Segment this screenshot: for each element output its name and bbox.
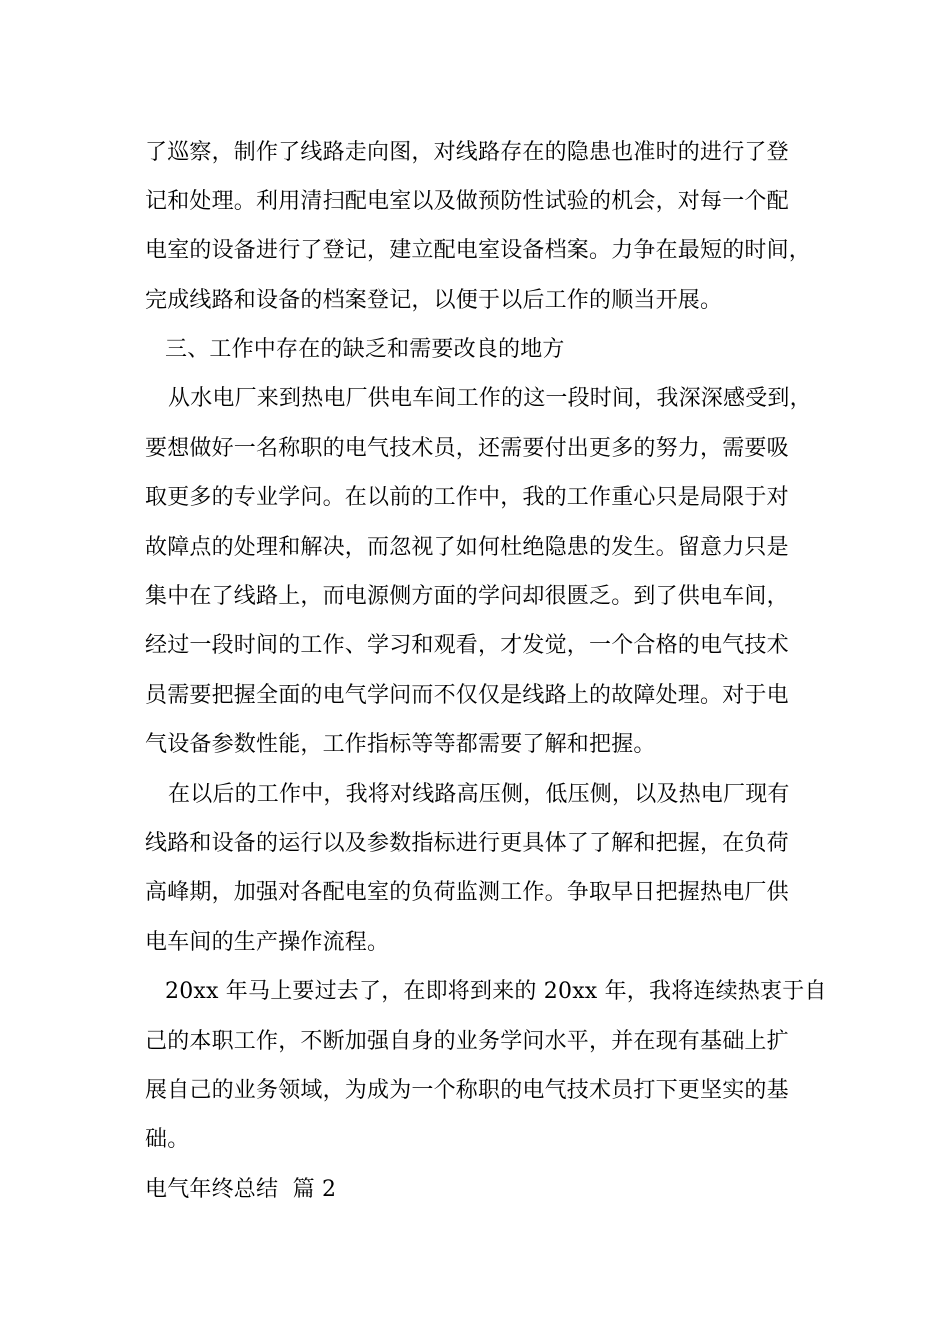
text-line: 了巡察，制作了线路走向图，对线路存在的隐患也准时的进行了登 — [145, 140, 789, 165]
text-line: 集中在了线路上，而电源侧方面的学问却很匮乏。到了供电车间， — [145, 584, 789, 609]
section-title: 电气年终总结 篇 2 — [145, 1177, 337, 1202]
text-line: 经过一段时间的工作、学习和观看，才发觉，一个合格的电气技术 — [145, 633, 789, 658]
text-line: 线路和设备的运行以及参数指标进行更具体了了解和把握，在负荷 — [145, 831, 789, 856]
text-line: 记和处理。利用清扫配电室以及做预防性试验的机会，对每一个配 — [145, 189, 789, 214]
text-line: 员需要把握全面的电气学问而不仅仅是线路上的故障处理。对于电 — [145, 683, 789, 708]
text-line: 高峰期，加强对各配电室的负荷监测工作。争取早日把握热电厂供 — [145, 880, 789, 905]
text-line: 电车间的生产操作流程。 — [145, 930, 390, 955]
text-line: 取更多的专业学问。在以前的工作中，我的工作重心只是局限于对 — [145, 485, 789, 510]
text-line: 从水电厂来到热电厂供电车间工作的这一段时间，我深深感受到， — [168, 386, 812, 411]
text-line: 气设备参数性能，工作指标等等都需要了解和把握。 — [145, 732, 656, 757]
text-line: 础。 — [145, 1127, 190, 1152]
text-line: 要想做好一名称职的电气技术员，还需要付出更多的努力，需要吸 — [145, 436, 789, 461]
text-line: 故障点的处理和解决，而忽视了如何杜绝隐患的发生。留意力只是 — [145, 535, 789, 560]
text-line: 展自己的业务领域，为成为一个称职的电气技术员打下更坚实的基 — [145, 1078, 789, 1103]
text-line: 完成线路和设备的档案登记，以便于以后工作的顺当开展。 — [145, 288, 723, 313]
text-line: 在以后的工作中，我将对线路高压侧，低压侧，以及热电厂现有 — [168, 782, 790, 807]
section-heading: 三、工作中存在的缺乏和需要改良的地方 — [165, 337, 565, 362]
text-line: 己的本职工作，不断加强自身的业务学问水平，并在现有基础上扩 — [145, 1029, 789, 1054]
text-line: 20xx 年马上要过去了，在即将到来的 20xx 年，我将连续热衷于自 — [165, 979, 827, 1004]
text-line: 电室的设备进行了登记，建立配电室设备档案。力争在最短的时间， — [145, 238, 812, 263]
